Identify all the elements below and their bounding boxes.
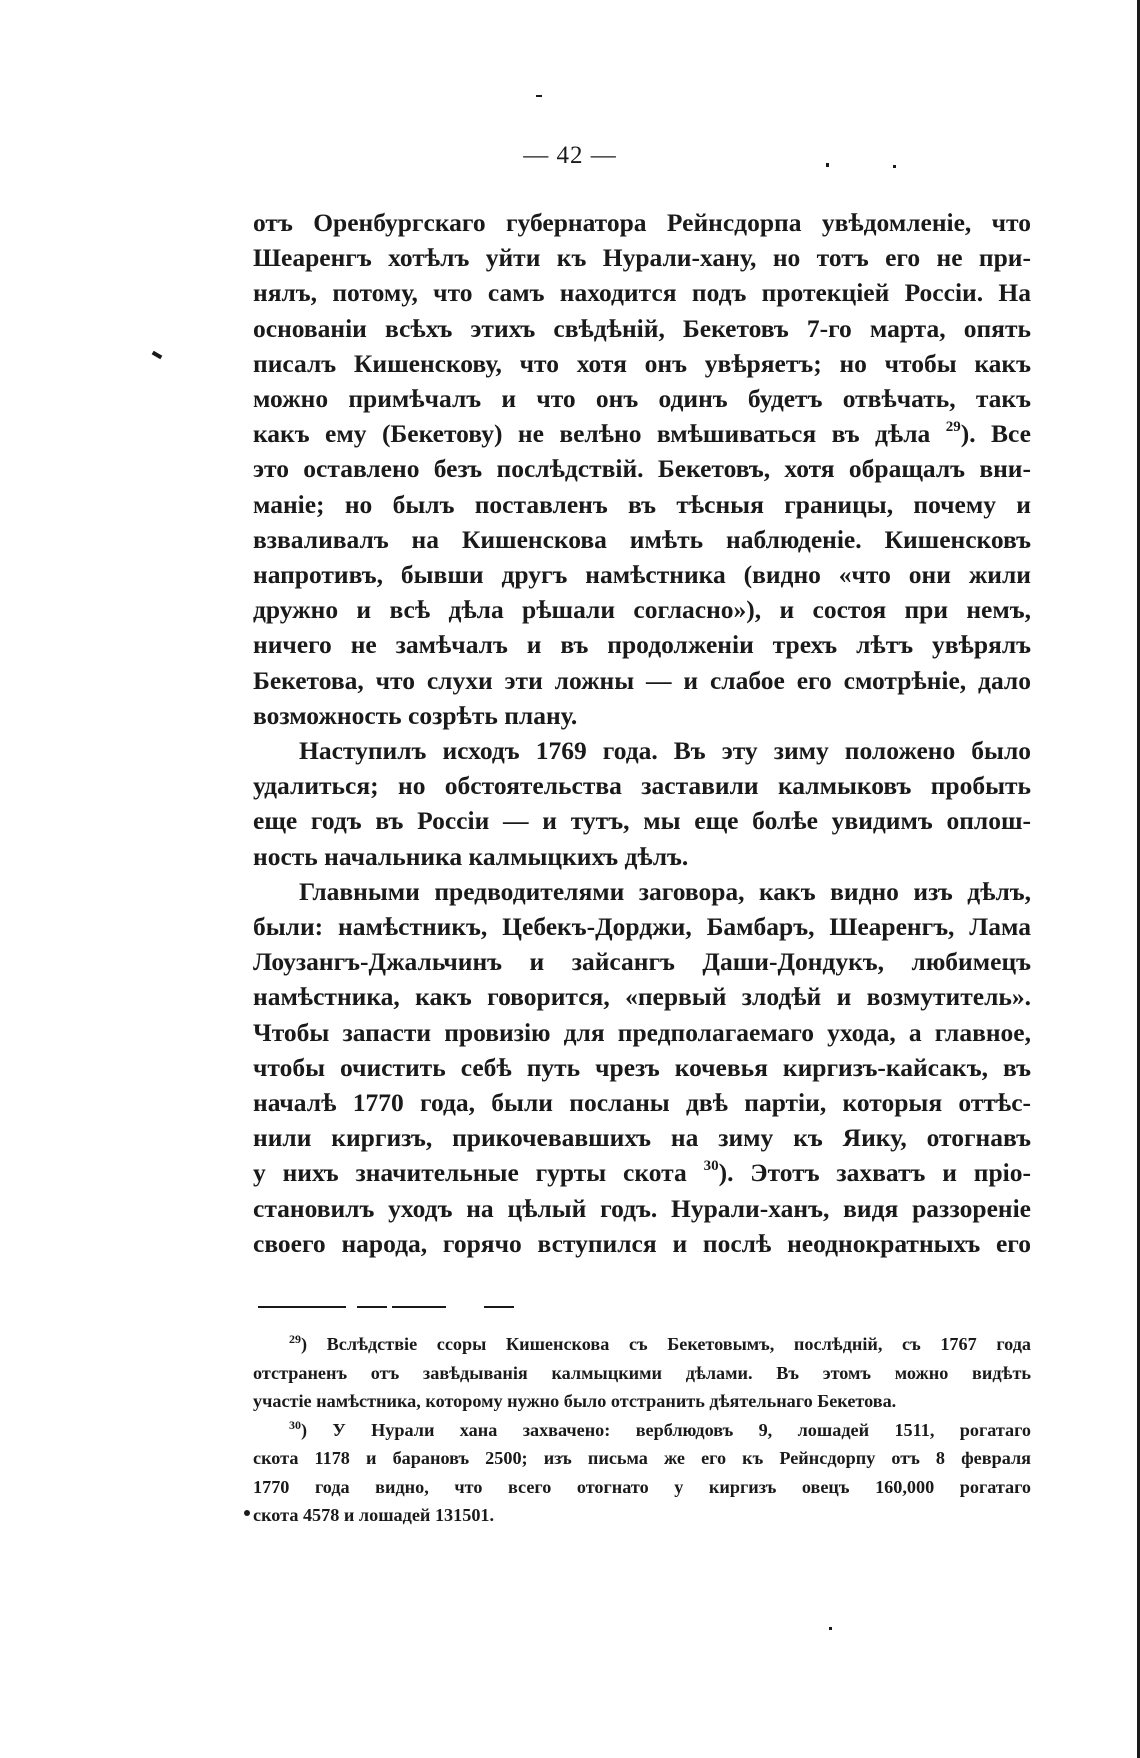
footnote-marker: 30 — [289, 1417, 301, 1432]
footnote-line: 1770 года видно, что всего отогнато у киргизъ овецъ 160,000 рогатаго — [253, 1476, 1031, 1497]
ink-speck — [536, 95, 542, 97]
text-line: еще годъ въ Россіи — и тутъ, мы еще болѣе увидимъ оплош- — [253, 806, 1031, 836]
text-line: Наступилъ исходъ 1769 года. Въ эту зиму положено было — [299, 736, 1031, 766]
ink-speck — [829, 1627, 832, 1630]
footnote-line: участіе намѣстника, которому нужно было отстранить дѣятельнаго Бекетова. — [253, 1391, 897, 1411]
text-segment: ) Вслѣдствіе ссоры Кишенскова съ Бекетовымъ, послѣдній, съ 1767 года — [301, 1334, 1031, 1354]
text-line: это оставлено безъ послѣдствій. Бекетовъ, хотя обращалъ вни- — [253, 454, 1031, 484]
text-line: Главными предводителями заговора, какъ видно изъ дѣлъ, — [299, 876, 1031, 906]
text-line: напротивъ, бывши другъ намѣстника (видно «что они жили — [253, 560, 1031, 590]
text-line: основаніи всѣхъ этихъ свѣдѣній, Бекетовъ 7-го марта, опять — [253, 313, 1031, 343]
footnote-reference: 30 — [703, 1158, 719, 1175]
text-line: намѣстника, какъ говорится, «первый злодѣй и возмутитель». — [253, 982, 1031, 1012]
text-line: удалиться; но обстоятельства заставили калмыковъ пробыть — [253, 771, 1031, 801]
text-line: Бекетова, что слухи эти ложны — и слабое его смотрѣніе, дало — [253, 665, 1031, 695]
footnote-line: отстраненъ отъ завѣдыванія калмыцкими дѣлами. Въ этомъ можно видѣть — [253, 1362, 1031, 1383]
footnote-separator — [258, 1306, 346, 1308]
footnote-separator — [484, 1306, 514, 1308]
footnotes — [253, 1330, 1031, 1530]
page-number: — 42 — — [523, 142, 617, 169]
text-line: нялъ, потому, что самъ находится подъ протекціей Россіи. На — [253, 278, 1031, 308]
text-segment: какъ ему (Бекетову) не велѣно вмѣшиваться въ дѣла — [253, 419, 931, 449]
text-line: ничего не замѣчалъ и въ продолженіи трехъ лѣтъ увѣрялъ — [253, 630, 1031, 660]
text-line: чтобы очистить себѣ путь чрезъ кочевья киргизъ-кайсакъ, въ — [253, 1052, 1031, 1082]
text-segment: у нихъ значительные гурты скота — [253, 1158, 687, 1188]
text-line: становилъ уходъ на цѣлый годъ. Нурали-ханъ, видя раззореніе — [253, 1193, 1031, 1223]
text-line: взваливалъ на Кишенскова имѣть наблюденіе. Кишенсковъ — [253, 524, 1031, 554]
text-segment: ). Все — [960, 419, 1032, 449]
text-line: ность начальника калмыцкихъ дѣлъ. — [253, 841, 689, 871]
text-line: маніе; но былъ поставленъ въ тѣсныя границы, почему и — [253, 489, 1031, 519]
text-line — [253, 1155, 1031, 1190]
text-line: можно примѣчалъ и что онъ одинъ будетъ отвѣчать, такъ — [253, 384, 1031, 414]
footnote-separator — [392, 1306, 446, 1308]
text-line: Чтобы запасти провизію для предполагаемаго ухода, а главное, — [253, 1017, 1031, 1047]
ink-speck — [152, 351, 163, 359]
footnote-marker: 29 — [289, 1332, 301, 1346]
text-line: Шеаренгъ хотѣлъ уйти къ Нурали-хану, но тотъ его не при- — [253, 243, 1031, 273]
text-line: возможность созрѣть плану. — [253, 700, 578, 730]
text-line: писалъ Кишенскову, что хотя онъ увѣряетъ; но чтобы какъ — [253, 348, 1031, 378]
footnote-reference: 29 — [945, 419, 961, 436]
footnote-line — [253, 1330, 1031, 1359]
footnote-separator — [357, 1306, 387, 1308]
text-line: нили киргизъ, прикочевавшихъ на зиму къ Яику, отогнавъ — [253, 1123, 1031, 1153]
main-text — [253, 205, 1031, 1261]
text-line: началѣ 1770 года, были посланы двѣ партіи, которыя оттѣс- — [253, 1088, 1031, 1118]
ink-dot — [244, 1510, 250, 1516]
text-line: были: намѣстникъ, Цебекъ-Дорджи, Бамбаръ, Шеаренгъ, Лама — [253, 912, 1031, 942]
text-line: Лоузангъ-Джальчинъ и зайсангъ Даши-Дондукъ, любимецъ — [253, 947, 1031, 977]
footnote-line: скота 4578 и лошадей 131501. — [253, 1505, 495, 1525]
text-line: отъ Оренбургскаго губернатора Рейнсдорпа увѣдомленіе, что — [253, 208, 1031, 237]
text-segment: ) У Нурали хана захвачено: верблюдовъ 9, лошадей 1511, рогатаго — [301, 1419, 1031, 1440]
text-segment: ). Этотъ захватъ и пріо- — [718, 1158, 1031, 1188]
footnote-line: скота 1178 и барановъ 2500; изъ письма же его къ Рейнсдорпу отъ 8 февраля — [253, 1448, 1031, 1468]
text-line — [253, 416, 1031, 451]
footnote-line — [253, 1416, 1031, 1445]
text-line: своего народа, горячо вступился и послѣ неоднократныхъ его — [253, 1228, 1031, 1258]
text-line: дружно и всѣ дѣла рѣшали согласно»), и состоя при немъ, — [253, 595, 1031, 625]
